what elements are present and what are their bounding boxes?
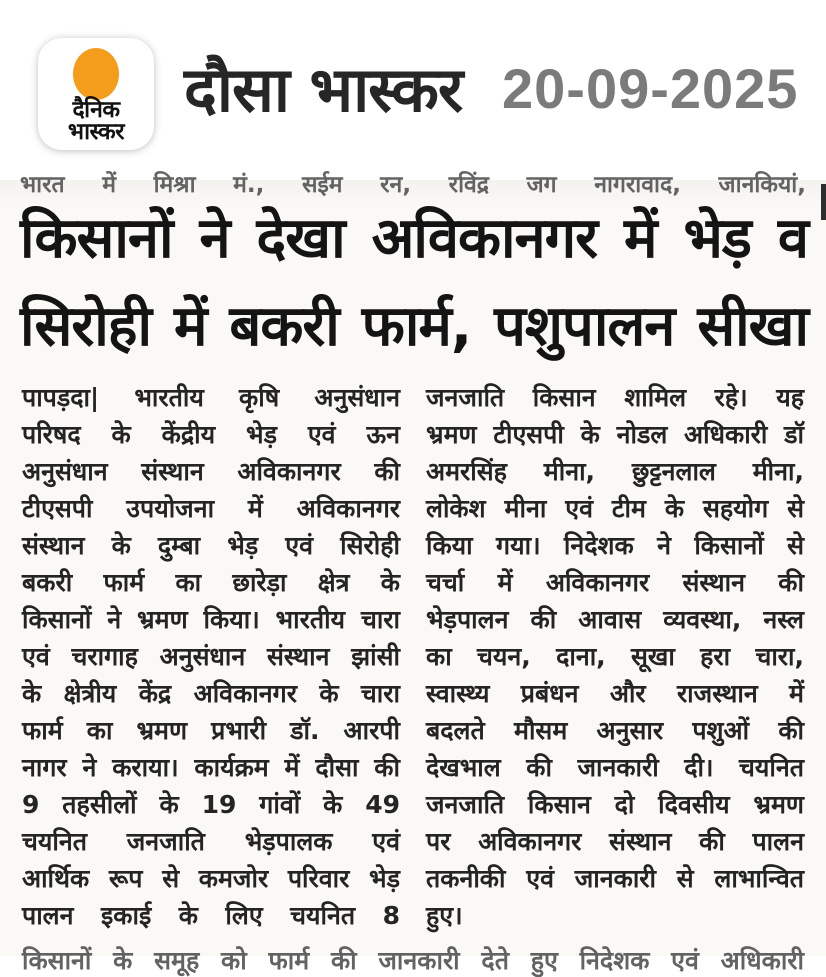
article-headline xyxy=(0,189,826,371)
date-label: 20-09-2025 xyxy=(502,57,799,120)
article-line: बकरी फार्म का छारेड़ा क्षेत्र के xyxy=(22,568,400,597)
header xyxy=(0,0,826,180)
sun-icon xyxy=(73,48,119,100)
article-line: हुए। xyxy=(426,901,463,930)
article-line: अनुसंधान संस्थान अविकानगर की xyxy=(22,457,400,486)
left-column xyxy=(22,379,400,934)
scan-edge-mark xyxy=(821,184,826,220)
article-body xyxy=(0,371,826,934)
article-line: परिषद के केंद्रीय भेड़ एवं ऊन xyxy=(22,420,400,449)
article-line: जनजाति किसान शामिल रहे। यह xyxy=(426,383,804,412)
article-line: स्वास्थ्य प्रबंधन और राजस्थान में xyxy=(426,679,804,708)
edition-title: दौसा भास्कर xyxy=(184,53,463,126)
top-cropped-text: भारत में मिश्रा मं., सईम रन, रविंद्र जग नागरावाद, जानकियां, xyxy=(20,172,806,198)
article-line: लोकेश मीना एवं टीम के सहयोग से xyxy=(426,494,804,523)
article-line: 9 तहसीलों के 19 गांवों के 49 xyxy=(22,790,400,819)
article-line: पर अविकानगर संस्थान की पालन xyxy=(426,827,804,856)
article-line: तकनीकी एवं जानकारी से लाभान्वित xyxy=(426,864,804,893)
headline-line-2: सिरोही में बकरी फार्म, पशुपालन सीखा xyxy=(20,294,808,359)
bottom-cropped-text: किसानों के समूह को फार्म की जानकारी देते हुए निदेशक एवं अधिकारी xyxy=(22,946,804,975)
article-line: चयनित जनजाति भेड़पालक एवं xyxy=(22,827,400,856)
article-line: आर्थिक रूप से कमजोर परिवार भेड़ xyxy=(22,864,400,893)
logo-text-line1: दैनिक xyxy=(72,97,120,123)
logo-text-line2: भास्कर xyxy=(67,119,125,145)
article-line: किया गया। निदेशक ने किसानों से xyxy=(426,531,804,560)
article-line: पापड़दा| भारतीय कृषि अनुसंधान xyxy=(22,383,400,412)
article-line: का चयन, दाना, सूखा हरा चारा, xyxy=(426,642,804,671)
top-cropped-line xyxy=(0,167,826,198)
article-line: नागर ने कराया। कार्यक्रम में दौसा की xyxy=(22,753,400,782)
article-line: टीएसपी उपयोजना में अविकानगर xyxy=(22,494,400,523)
article-line: भेड़पालन की आवास व्यवस्था, नस्ल xyxy=(426,605,804,634)
bottom-cropped-line xyxy=(0,943,826,975)
article-line: जनजाति किसान दो दिवसीय भ्रमण xyxy=(426,790,804,819)
dainik-bhaskar-logo xyxy=(38,38,154,150)
article-line: के क्षेत्रीय केंद्र अविकानगर के चारा xyxy=(22,679,400,708)
article-line: संस्थान के दुम्बा भेड़ एवं सिरोही xyxy=(22,531,400,560)
article-line: पालन इकाई के लिए चयनित 8 xyxy=(22,901,400,930)
article-line: भ्रमण टीएसपी के नोडल अधिकारी डॉ xyxy=(426,420,804,449)
article-line: एवं चरागाह अनुसंधान संस्थान झांसी xyxy=(22,642,400,671)
article-line: अमरसिंह मीना, छुट्टनलाल मीना, xyxy=(426,457,804,486)
article-line: फार्म का भ्रमण प्रभारी डॉ. आरपी xyxy=(22,716,400,745)
article-line: बदलते मौसम अनुसार पशुओं की xyxy=(426,716,804,745)
article-line: किसानों ने भ्रमण किया। भारतीय चारा xyxy=(22,605,400,634)
article-clipping xyxy=(0,172,826,975)
article-line: देखभाल की जानकारी दी। चयनित xyxy=(426,753,804,782)
article-line: चर्चा में अविकानगर संस्थान की xyxy=(426,568,804,597)
right-column xyxy=(426,379,804,934)
headline-line-1: किसानों ने देखा अविकानगर में भेड़ व xyxy=(20,206,808,271)
